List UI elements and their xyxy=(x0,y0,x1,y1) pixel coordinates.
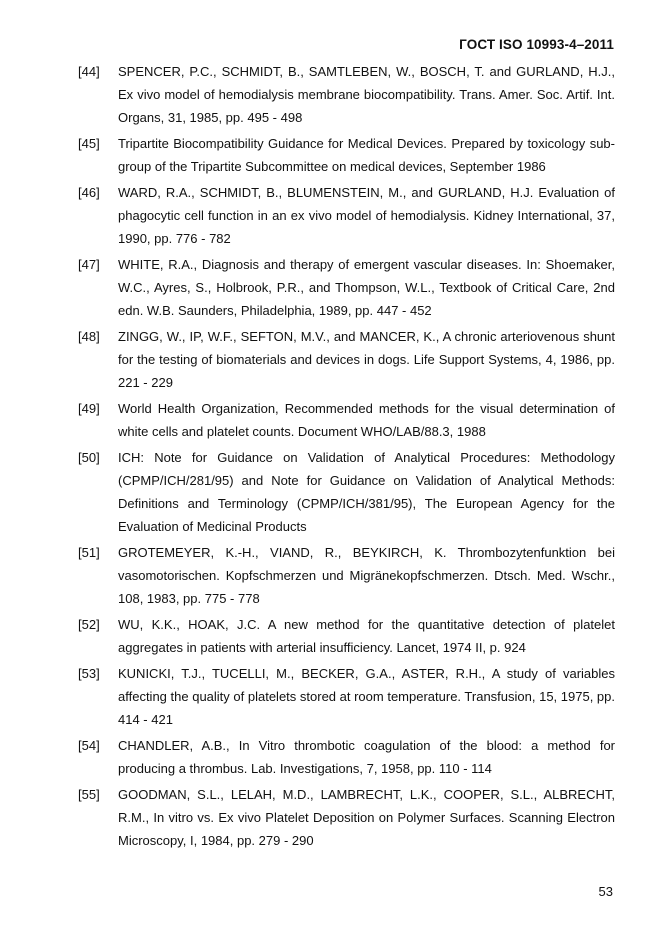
reference-item xyxy=(78,397,615,443)
reference-text: ICH: Note for Guidance on Validation of Analytical Procedures: Methodology (CPMP/ICH/281/95) and Note for Guidance on Validation of Analytical Methods: Definitions and Terminology (CPMP/ICH/381/95), The European Agency for the Evaluation of Medicinal Products xyxy=(118,450,615,534)
reference-item xyxy=(78,325,615,394)
reference-text: CHANDLER, A.B., In Vitro thrombotic coagulation of the blood: a method for producing a thrombus. Lab. Investigations, 7, 1958, pp. 110 - 114 xyxy=(118,738,615,776)
reference-item xyxy=(78,181,615,250)
reference-number: [54] xyxy=(78,738,100,753)
reference-text: KUNICKI, T.J., TUCELLI, M., BECKER, G.A., ASTER, R.H., A study of variables affecting the quality of platelets stored at room temperature. Transfusion, 15, 1975, pp. 414 - 421 xyxy=(118,666,615,727)
reference-number: [49] xyxy=(78,401,100,416)
reference-number: [52] xyxy=(78,617,100,632)
reference-text: Tripartite Biocompatibility Guidance for Medical Devices. Prepared by toxicology sub-group of the Tripartite Subcommittee on medical devices, September 1986 xyxy=(118,136,615,174)
reference-number: [55] xyxy=(78,787,100,802)
reference-text: ZINGG, W., IP, W.F., SEFTON, M.V., and MANCER, K., A chronic arteriovenous shunt for the testing of biomaterials and devices in dogs. Life Support Systems, 4, 1986, pp. 221 - 229 xyxy=(118,329,615,390)
reference-item xyxy=(78,734,615,780)
reference-number: [48] xyxy=(78,329,100,344)
reference-number: [46] xyxy=(78,185,100,200)
reference-text: WU, K.K., HOAK, J.C. A new method for the quantitative detection of platelet aggregates in patients with arterial insufficiency. Lancet, 1974 II, p. 924 xyxy=(118,617,615,655)
page-number: 53 xyxy=(598,884,613,899)
reference-item xyxy=(78,662,615,731)
reference-text: WHITE, R.A., Diagnosis and therapy of emergent vascular diseases. In: Shoemaker, W.C., Ayres, S., Holbrook, P.R., and Thompson, W.L., Textbook of Critical Care, 2nd edn. W.B. Saunders, Philadelphia, 1989, pp. 447 - 452 xyxy=(118,257,615,318)
reference-list xyxy=(78,60,615,855)
reference-number: [53] xyxy=(78,666,100,681)
reference-text: World Health Organization, Recommended methods for the visual determination of white cells and platelet counts. Document WHO/LAB/88.3, 1988 xyxy=(118,401,615,439)
reference-number: [47] xyxy=(78,257,100,272)
reference-item xyxy=(78,253,615,322)
reference-text: SPENCER, P.C., SCHMIDT, B., SAMTLEBEN, W., BOSCH, T. and GURLAND, H.J., Ex vivo model of hemodialysis membrane biocompatibility. Trans. Amer. Soc. Artif. Int. Organs, 31, 1985, pp. 495 - 498 xyxy=(118,64,615,125)
reference-item xyxy=(78,613,615,659)
reference-item xyxy=(78,541,615,610)
reference-number: [50] xyxy=(78,450,100,465)
reference-item xyxy=(78,132,615,178)
reference-item xyxy=(78,783,615,852)
reference-text: WARD, R.A., SCHMIDT, B., BLUMENSTEIN, M., and GURLAND, H.J. Evaluation of phagocytic cell function in an ex vivo model of hemodialysis. Kidney International, 37, 1990, pp. 776 - 782 xyxy=(118,185,615,246)
reference-text: GOODMAN, S.L., LELAH, M.D., LAMBRECHT, L.K., COOPER, S.L., ALBRECHT, R.M., In vitro vs. Ex vivo Platelet Deposition on Polymer Surfaces. Scanning Electron Microscopy, I, 1984, pp. 279 - 290 xyxy=(118,787,615,848)
reference-item xyxy=(78,60,615,129)
reference-item xyxy=(78,446,615,538)
reference-number: [45] xyxy=(78,136,100,151)
reference-number: [51] xyxy=(78,545,100,560)
reference-text: GROTEMEYER, K.-H., VIAND, R., BEYKIRCH, K. Thrombozytenfunktion bei vasomotorischen. Kopfschmerzen und Migränekopfschmerzen. Dtsch. Med. Wschr., 108, 1983, pp. 775 - 778 xyxy=(118,545,615,606)
page-header-standard: ГОСТ ISO 10993-4–2011 xyxy=(459,37,614,52)
reference-number: [44] xyxy=(78,64,100,79)
